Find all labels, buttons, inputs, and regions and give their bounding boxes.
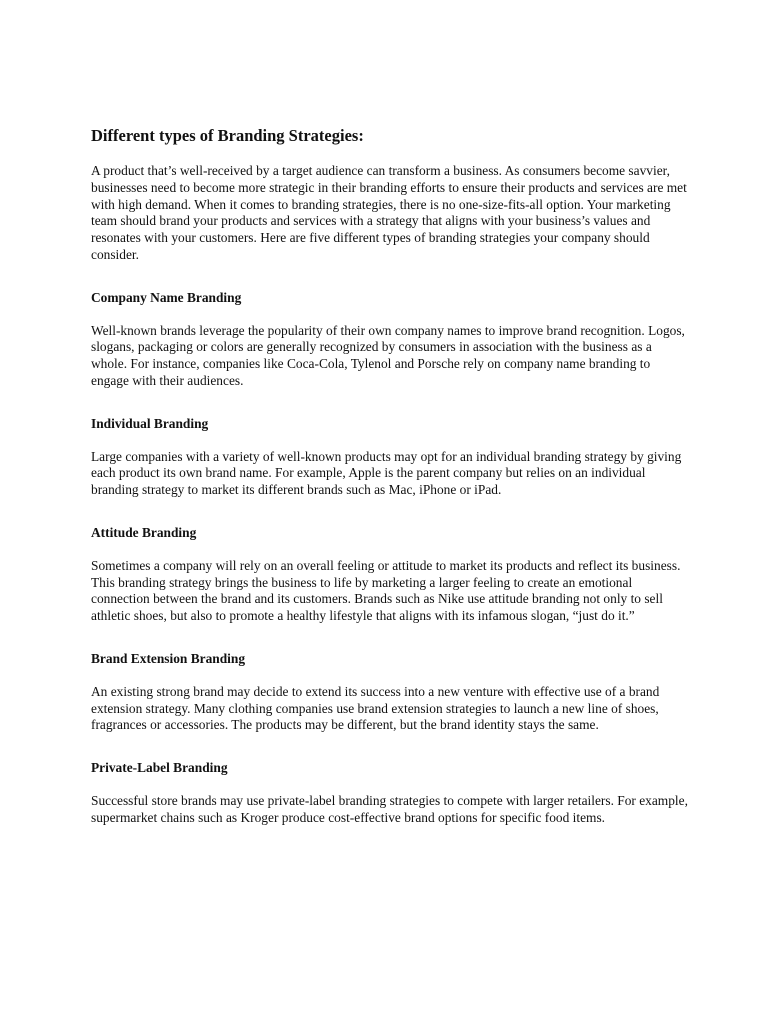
intro-paragraph: A product that’s well-received by a target audience can transform a business. As consumers become savvier, businesses need to become more strategic in their branding efforts to ensure their products and services are met with high demand. When it comes to branding strategies, there is no one-size-fits-all option. Your marketing team should brand your products and services with a strategy that aligns with your business’s values and resonates with your customers. Here are five different types of branding strategies your company should consider. bbox=[91, 163, 687, 262]
section-body: Well-known brands leverage the popularity of their own company names to improve brand recognition. Logos, slogans, packaging or colors are generally recognized by consumers in association with the business as a whole. For instance, companies like Coca-Cola, Tylenol and Porsche rely on company name branding to engage with their audiences. bbox=[91, 322, 685, 388]
section-body: Successful store brands may use private-label branding strategies to compete with larger retailers. For example, supermarket chains such as Kroger produce cost-effective brand options for specific food items. bbox=[91, 792, 688, 825]
section-heading: Attitude Branding bbox=[91, 524, 197, 540]
section-body: Sometimes a company will rely on an overall feeling or attitude to market its products and reflect its business. This branding strategy brings the business to life by marketing a larger feeling to create an emotional connection between the brand and its customers. Brands such as Nike use attitude branding not only to sell athletic shoes, but also to promote a healthy lifestyle that aligns with its infamous slogan, “just do it.” bbox=[91, 557, 681, 624]
section-individual-branding bbox=[91, 416, 691, 499]
section-body: An existing strong brand may decide to extend its success into a new venture with effective use of a brand extension strategy. Many clothing companies use brand extension strategies to launch a new line of shoes, fragrances or accessories. The products may be different, but the brand identity stays the same. bbox=[91, 683, 660, 733]
section-body: Large companies with a variety of well-known products may opt for an individual branding strategy by giving each product its own brand name. For example, Apple is the parent company but relies on an individual branding strategy to market its different brands such as Mac, iPhone or iPad. bbox=[91, 448, 682, 498]
section-heading: Brand Extension Branding bbox=[91, 650, 246, 666]
section-heading: Private-Label Branding bbox=[91, 760, 228, 776]
section-heading: Individual Branding bbox=[91, 415, 209, 431]
document-page bbox=[91, 126, 691, 853]
section-brand-extension-branding bbox=[91, 651, 691, 734]
section-private-label-branding bbox=[91, 760, 691, 826]
section-heading: Company Name Branding bbox=[91, 289, 242, 305]
document-title: Different types of Branding Strategies: bbox=[91, 126, 364, 145]
section-company-name-branding bbox=[91, 290, 691, 390]
section-attitude-branding bbox=[91, 525, 691, 625]
